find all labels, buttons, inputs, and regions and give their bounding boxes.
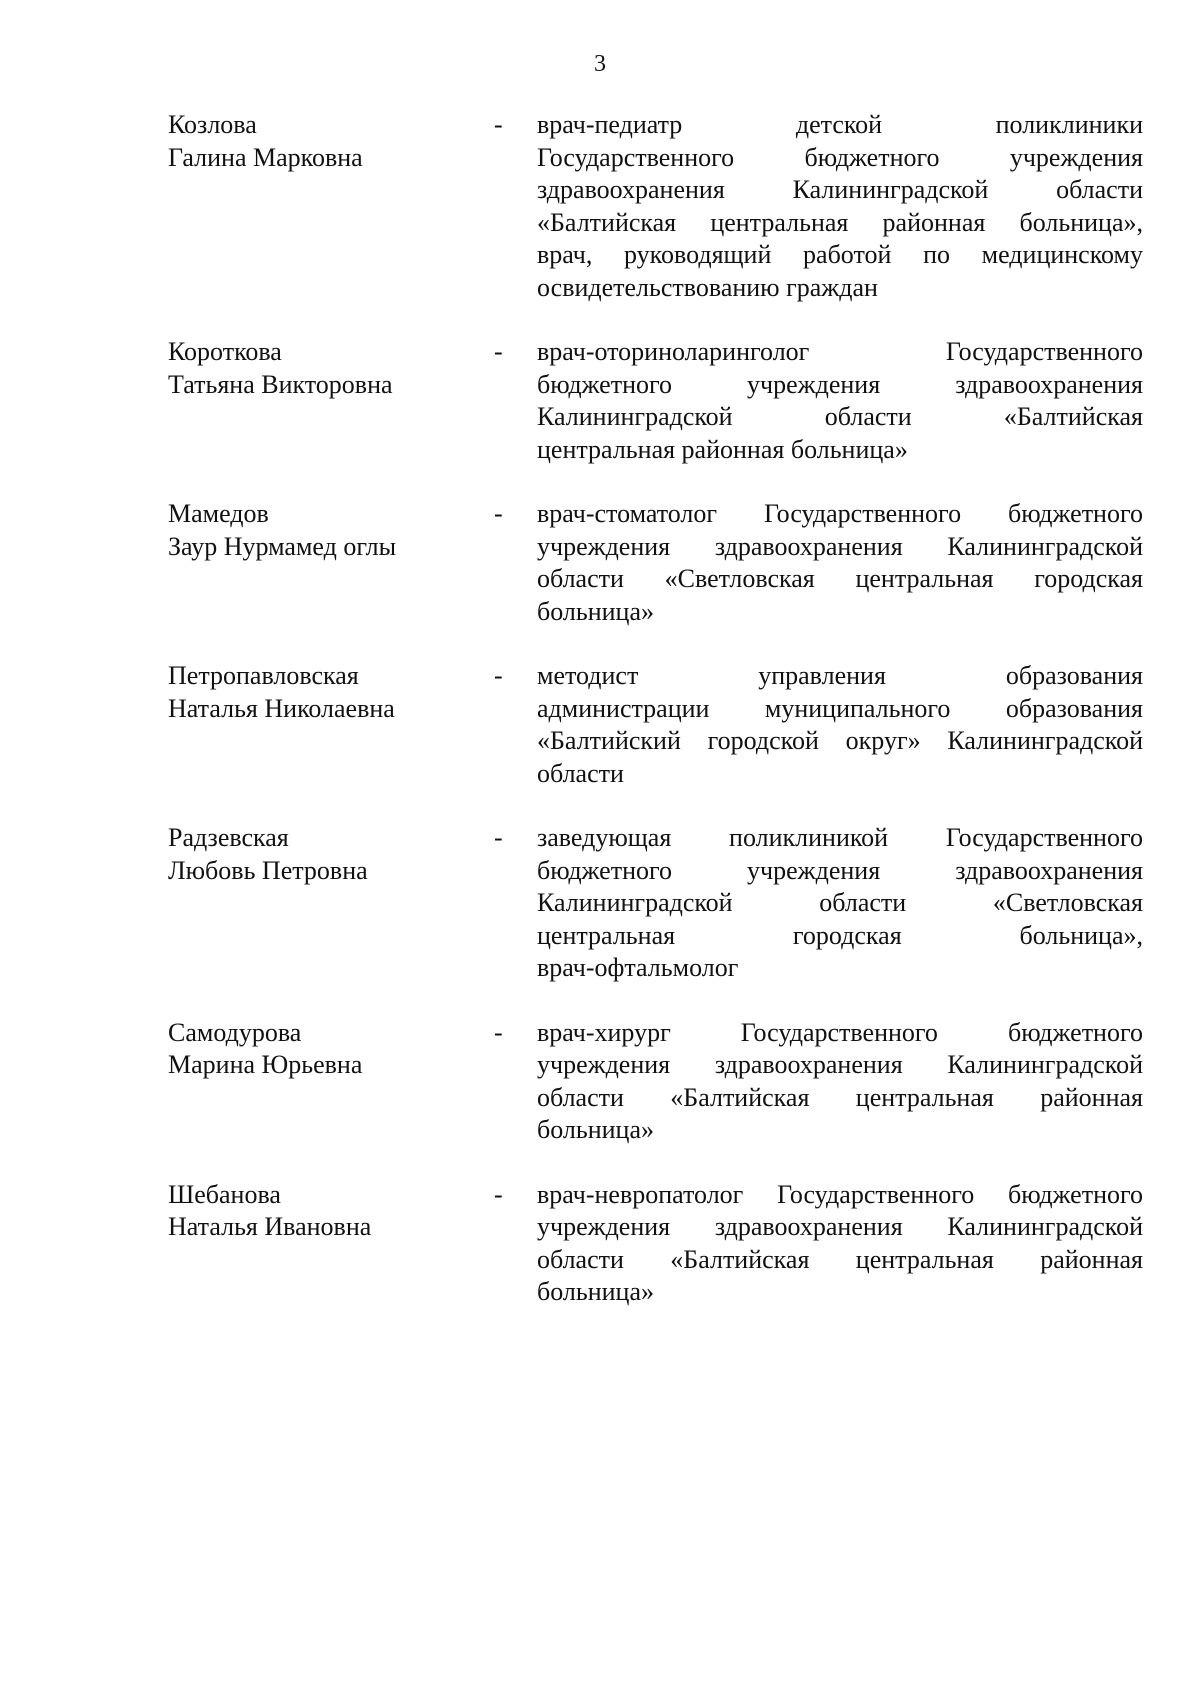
- page-number: 3: [594, 51, 606, 77]
- member-position: [537, 109, 1143, 304]
- separator-dash: -: [494, 499, 503, 528]
- position-line: Государственного бюджетного учреждения: [537, 142, 1143, 172]
- position-line: учреждения здравоохранения Калининградской: [537, 531, 1143, 561]
- member-given-name: Марина Юрьевна: [168, 1050, 363, 1079]
- member-surname: Радзевская: [168, 823, 289, 852]
- member-position: [537, 1179, 1143, 1309]
- position-line: врач-невропатолог Государственного бюджетного: [537, 1179, 1143, 1209]
- position-line: области «Светловская центральная городская: [537, 564, 1143, 593]
- member-name: [168, 109, 494, 174]
- separator-dash: -: [494, 337, 503, 366]
- position-line: области «Балтийская центральная районная: [537, 1082, 1143, 1112]
- separator-dash: -: [494, 1017, 503, 1047]
- position-line: Калининградской области «Светловская: [537, 888, 1143, 917]
- member-entry-7: [168, 1179, 1143, 1309]
- member-given-name: Татьяна Викторовна: [168, 369, 393, 399]
- member-surname: Самодурова: [168, 1017, 302, 1047]
- member-given-name: Любовь Петровна: [168, 855, 368, 885]
- member-given-name: Заур Нурмамед оглы: [168, 531, 397, 561]
- member-surname: Короткова: [168, 337, 282, 366]
- position-line: «Балтийская центральная районная больница»,: [537, 207, 1143, 237]
- position-line: Калининградской области «Балтийская: [537, 402, 1143, 431]
- member-name: [168, 498, 494, 563]
- position-line: врач-оториноларинголог Государственного: [537, 337, 1143, 366]
- position-line: заведующая поликлиникой Государственного: [537, 823, 1143, 852]
- position-line: больница»: [537, 596, 654, 626]
- member-position: [537, 822, 1143, 985]
- position-line: методист управления образования: [537, 661, 1143, 690]
- separator-dash: -: [494, 823, 503, 852]
- position-line: центральная городская больница»,: [537, 920, 1143, 950]
- position-line: администрации муниципального образования: [537, 693, 1143, 723]
- position-line: больница»: [537, 1277, 654, 1306]
- member-entry-6: [168, 1017, 1143, 1147]
- member-entry-2: [168, 336, 1143, 466]
- commission-member-list: [168, 109, 1143, 1341]
- position-line: больница»: [537, 1115, 654, 1144]
- member-entry-3: [168, 498, 1143, 628]
- position-line: учреждения здравоохранения Калининградской: [537, 1212, 1143, 1241]
- position-line: области «Балтийская центральная районная: [537, 1244, 1143, 1274]
- member-entry-4: [168, 660, 1143, 790]
- member-name: [168, 1017, 494, 1082]
- position-line: освидетельствованию граждан: [537, 272, 878, 302]
- position-line: учреждения здравоохранения Калининградской: [537, 1050, 1143, 1079]
- member-given-name: Галина Марковна: [168, 142, 363, 172]
- position-line: врач, руководящий работой по медицинскому: [537, 240, 1143, 269]
- member-given-name: Наталья Ивановна: [168, 1212, 372, 1241]
- position-line: области: [537, 758, 624, 788]
- position-line: бюджетного учреждения здравоохранения: [537, 369, 1143, 399]
- position-line: здравоохранения Калининградской области: [537, 175, 1143, 204]
- member-surname: Петропавловская: [168, 661, 359, 690]
- separator-dash: -: [494, 661, 503, 690]
- member-name: [168, 660, 494, 725]
- position-line: врач-офтальмолог: [537, 953, 739, 982]
- member-surname: Козлова: [168, 110, 257, 139]
- separator-dash: -: [494, 1179, 503, 1209]
- member-surname: Шебанова: [168, 1179, 281, 1209]
- position-line: врач-педиатр детской поликлиники: [537, 110, 1143, 139]
- member-name: [168, 336, 494, 401]
- member-position: [537, 336, 1143, 466]
- position-line: «Балтийский городской округ» Калининградской: [537, 726, 1143, 755]
- position-line: врач-стоматолог Государственного бюджетного: [537, 499, 1143, 528]
- member-position: [537, 660, 1143, 790]
- member-position: [537, 1017, 1143, 1147]
- member-given-name: Наталья Николаевна: [168, 693, 395, 723]
- position-line: центральная районная больница»: [537, 434, 908, 464]
- member-entry-5: [168, 822, 1143, 985]
- member-name: [168, 822, 494, 887]
- member-entry-1: [168, 109, 1143, 304]
- member-position: [537, 498, 1143, 628]
- position-line: бюджетного учреждения здравоохранения: [537, 855, 1143, 885]
- separator-dash: -: [494, 110, 503, 139]
- member-name: [168, 1179, 494, 1244]
- member-surname: Мамедов: [168, 499, 269, 528]
- position-line: врач-хирург Государственного бюджетного: [537, 1017, 1143, 1047]
